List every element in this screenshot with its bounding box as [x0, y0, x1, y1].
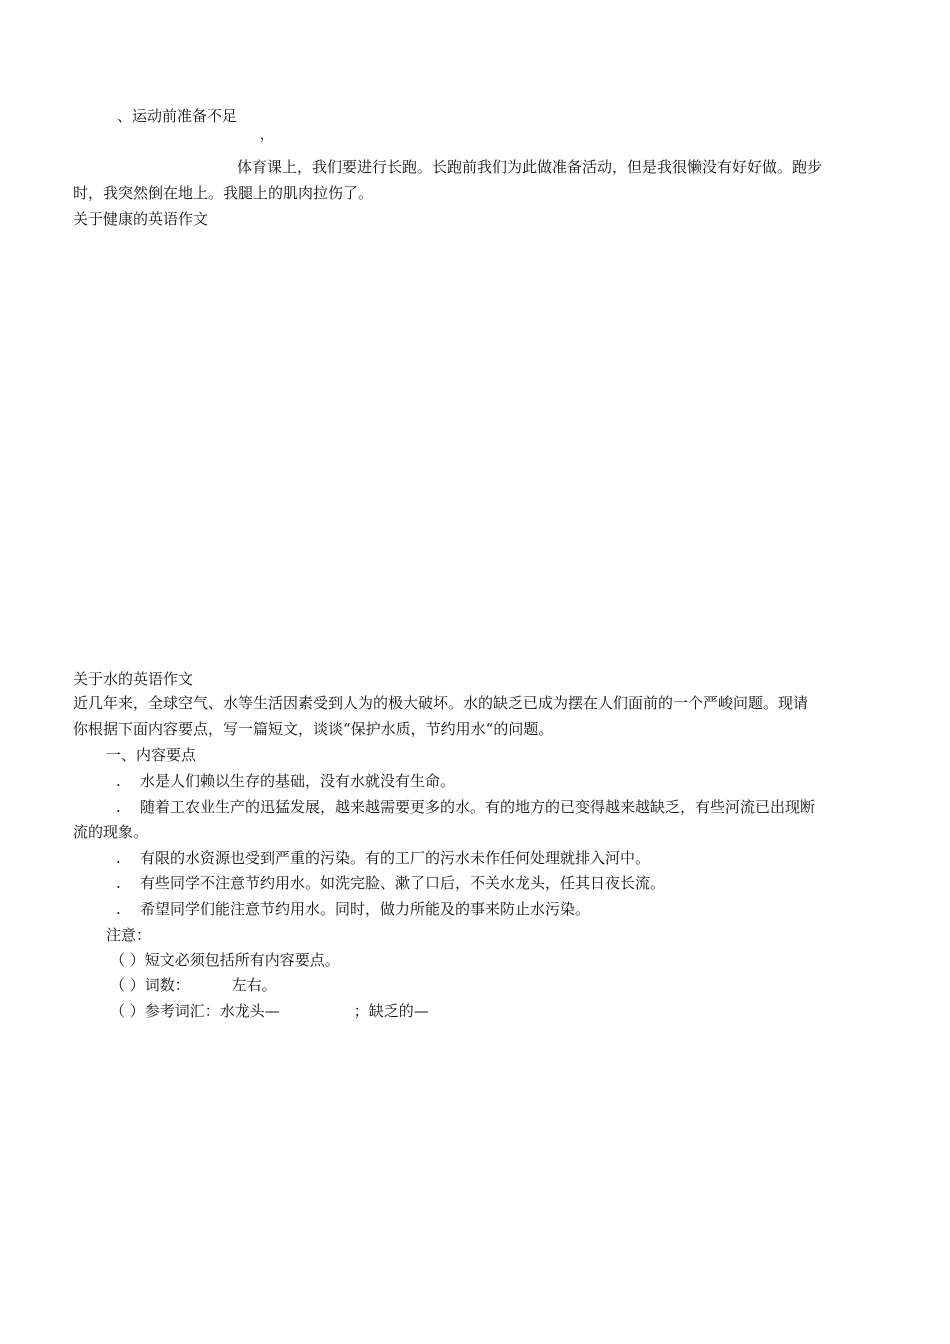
note-tail: ；缺乏的—: [353, 1002, 429, 1020]
note-prefix: （ ）: [110, 1002, 145, 1020]
list-bullet: .: [116, 874, 121, 892]
essay-title-water: 关于水的英语作文: [73, 670, 194, 688]
notes-heading: 注意：: [106, 926, 152, 944]
intro-line: 近几年来，全球空气、水等生活因素受到人为的极大破坏。水的缺乏已成为摆在人们面前的一个严峻问题。现请: [73, 694, 809, 712]
list-item: [116, 873, 665, 893]
list-item-continuation: 流的现象。: [73, 823, 149, 841]
list-item: [116, 771, 455, 791]
list-item-text: 水是人们赖以生存的基础，没有水就没有生命。: [140, 772, 456, 790]
intro-line: 你根据下面内容要点，写一篇短文，谈谈“保护水质，节约用水“的问题。: [73, 720, 554, 738]
note-prefix: （ ）: [110, 976, 145, 994]
list-bullet: .: [116, 900, 121, 918]
list-bullet: .: [116, 849, 121, 867]
list-item: [116, 848, 650, 868]
paragraph-line: 时，我突然倒在地上。我腿上的肌肉拉伤了。: [73, 184, 374, 202]
stray-comma-mark: ，: [260, 128, 274, 143]
list-item: [116, 797, 815, 817]
points-heading: 一、内容要点: [106, 746, 197, 764]
list-item-text: 希望同学们能注意节约用水。同时，做力所能及的事来防止水污染。: [140, 900, 591, 918]
note-tail: 左右。: [231, 976, 277, 994]
note-text: 参考词汇：水龙头—: [144, 1002, 280, 1020]
note-item: [110, 950, 340, 970]
note-item: [110, 975, 277, 995]
list-item-text: 随着工农业生产的迅猛发展，越来越需要更多的水。有的地方的已变得越来越缺乏，有些河流已出现断: [140, 798, 816, 816]
paragraph-line: 体育课上，我们要进行长跑。长跑前我们为此做准备活动，但是我很懒没有好好做。跑步: [237, 158, 823, 176]
list-bullet: .: [116, 772, 121, 790]
list-item: [116, 899, 590, 919]
note-text: 短文必须包括所有内容要点。: [144, 951, 340, 969]
note-item: [110, 1001, 429, 1021]
list-bullet: .: [116, 798, 121, 816]
note-text: 词数：: [144, 976, 190, 994]
essay-title-health: 关于健康的英语作文: [73, 210, 209, 228]
list-item-text: 有些同学不注意节约用水。如洗完脸、漱了口后，不关水龙头，任其日夜长流。: [140, 874, 666, 892]
note-prefix: （ ）: [110, 951, 145, 969]
section-heading-warmup: 、运动前准备不足: [117, 107, 238, 125]
list-item-text: 有限的水资源也受到严重的污染。有的工厂的污水未作任何处理就排入河中。: [140, 849, 651, 867]
